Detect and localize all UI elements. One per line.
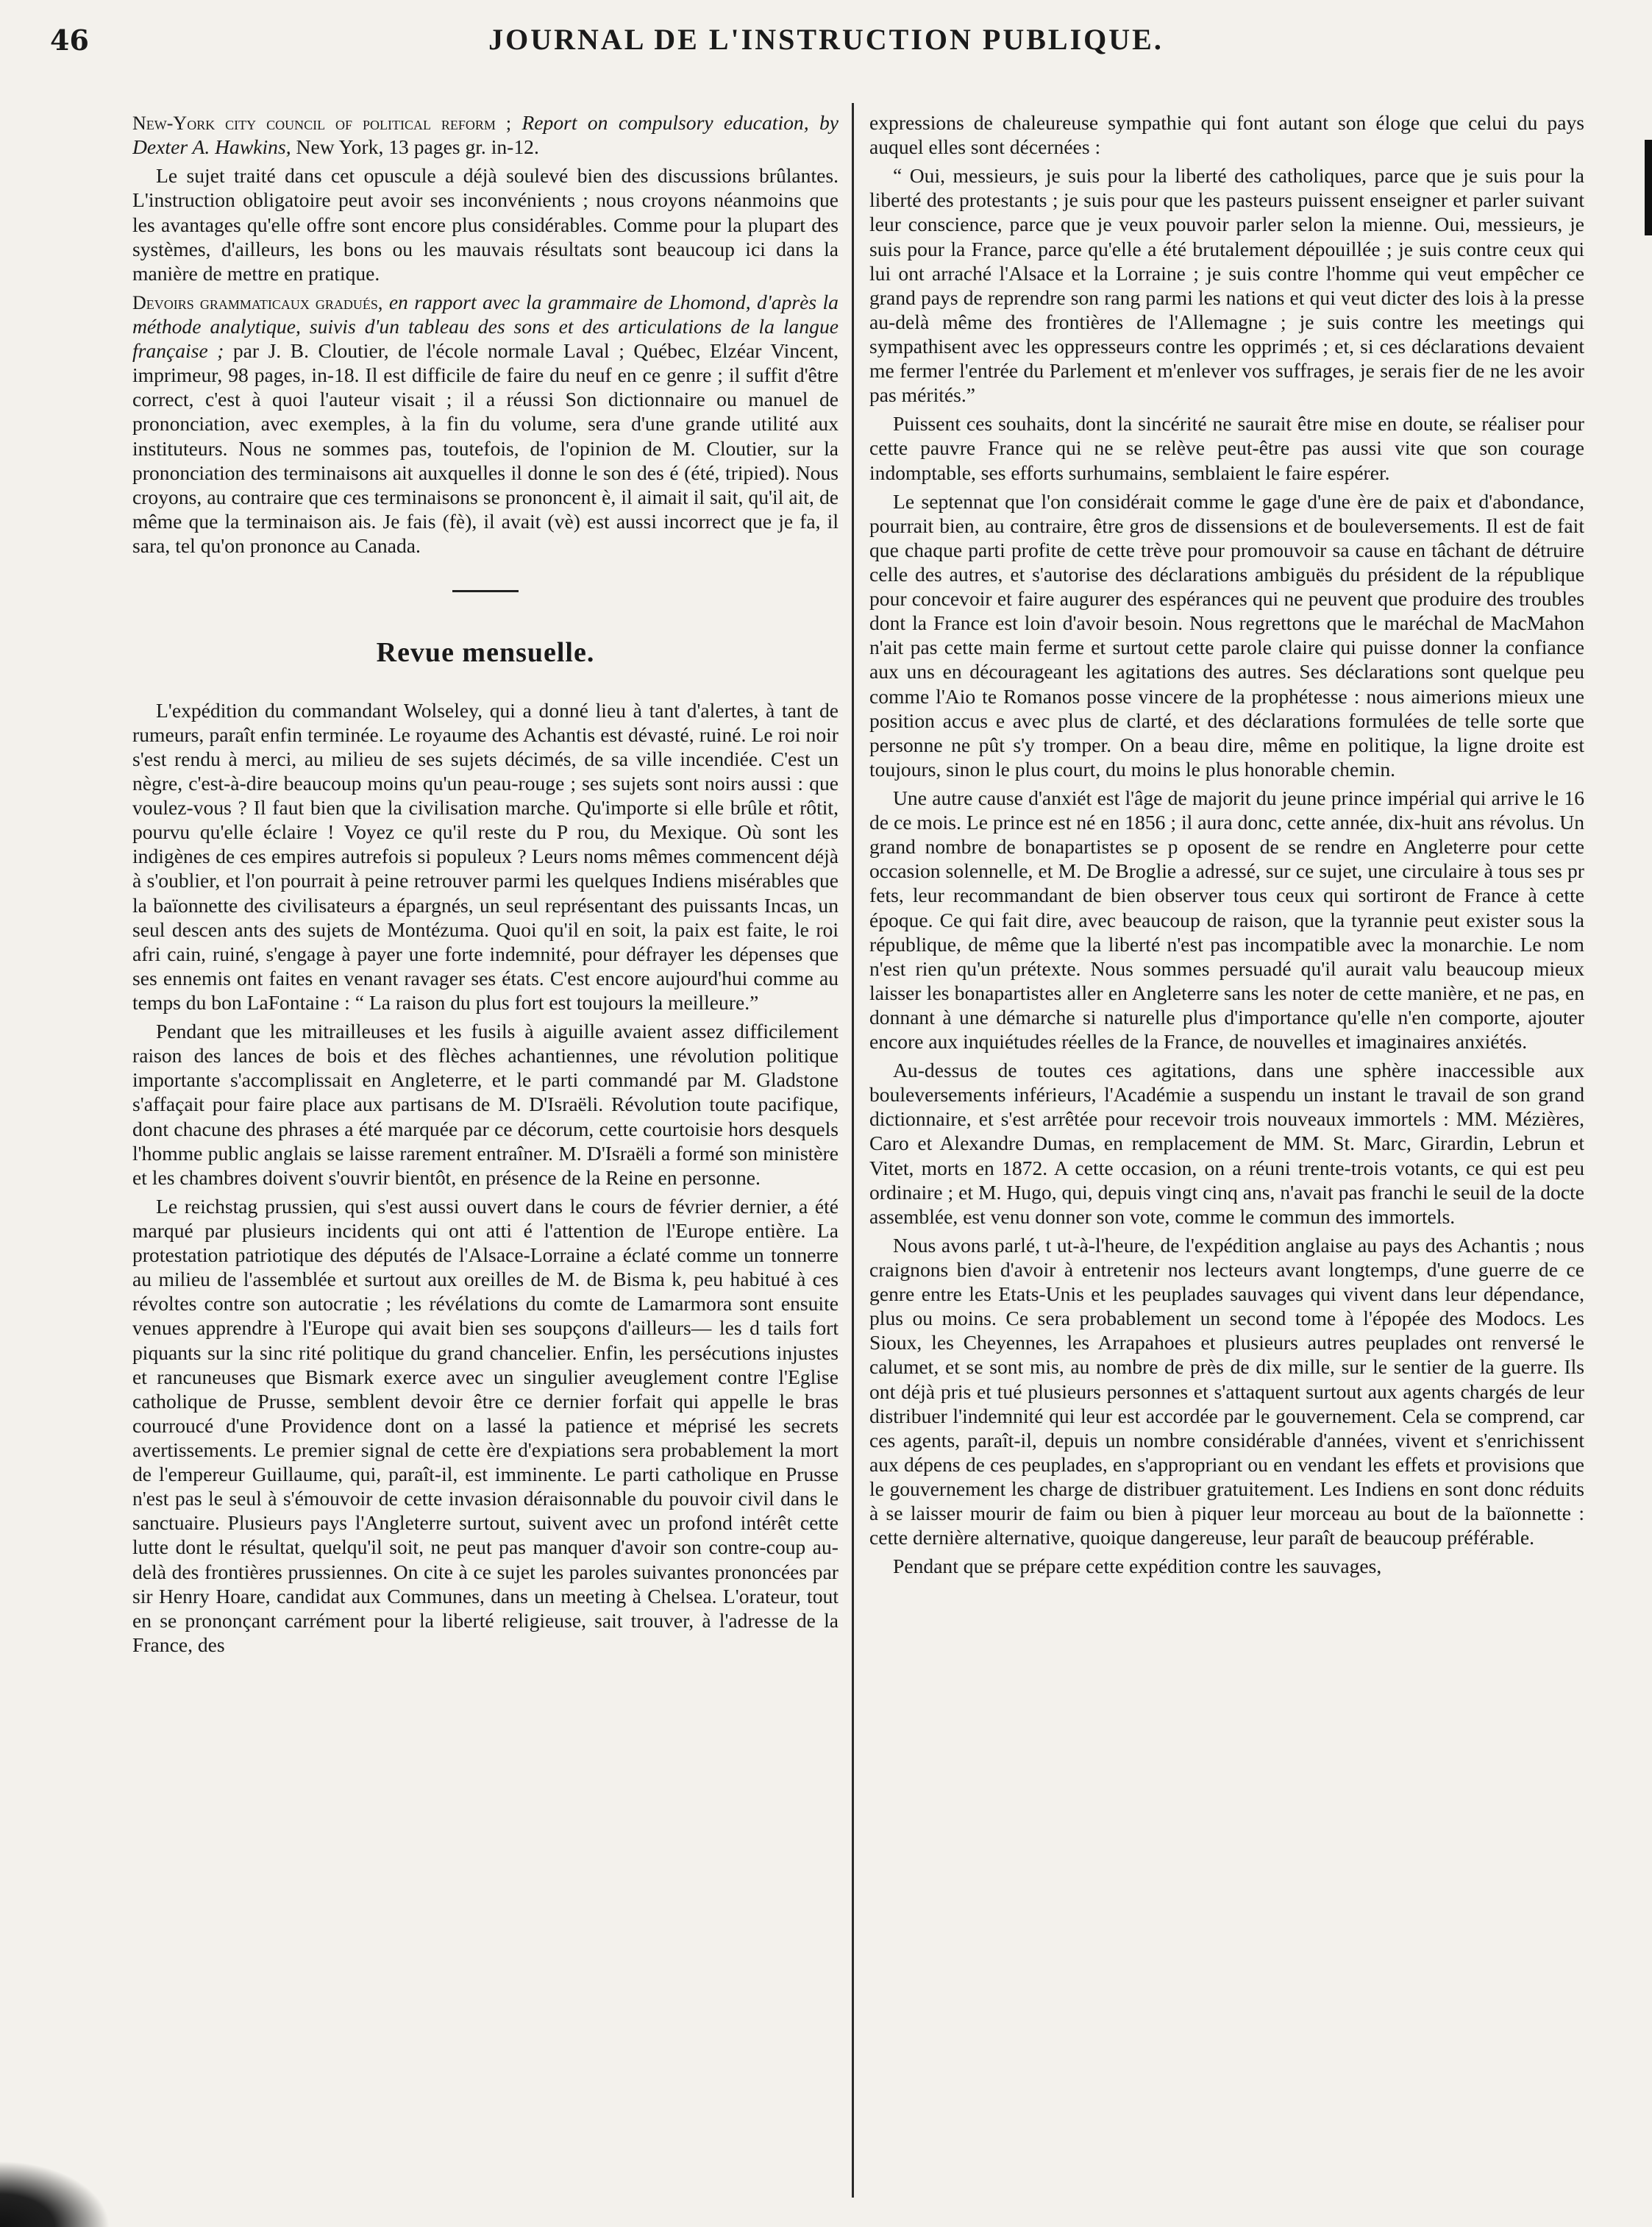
running-title: JOURNAL DE L'INSTRUCTION PUBLIQUE. — [488, 23, 1164, 56]
page-header — [44, 16, 1608, 60]
paragraph-achantis: L'expédition du commandant Wolseley, qui a donné lieu à tant d'alertes, à tant de rumeurs, paraît enfin terminée. Le royaume des Achantis est dévasté, ruiné. Le roi noir s'est rendu à merci, au milieu de ses sujets décimés, de sa ville incendiée. C'est un nègre, c'est-à-dire beaucoup moins qu'un peau-rouge ; ses sujets sont noirs aussi : que voulez-vous ? Il faut bien que la civilisation marche. Qu'importe si elle brûle et rôtit, pourvu qu'elle éclaire ! Voyez ce qu'il reste du P rou, du Mexique. Où sont les indigènes de ces empires autrefois si populeux ? Leurs noms mêmes commencent déjà à s'oublier, et l'on pourrait à peine retrouver parmi les quelques Indiens misérables que la baïonnette des civilisateurs a épargnés, un seul représentant des puissants Incas, un seul descen ants des sujets de Montézuma. Quoi qu'il en soit, la paix est faite, le roi afri cain, ruiné, s'engage à payer une forte indemnité, pour défrayer les dépenses que ses ennemis ont faites en venant ravager ses états. C'est encore aujourd'hui comme au temps du bon LaFontaine : “ La raison du plus fort est toujours la meilleure.” — [132, 698, 839, 1015]
review-devoirs-title: en rapport avec la grammaire de Lhomond, d'après la méthode analytique, suivis d'un tableau des sons et des articulations de la langue française ; — [132, 290, 839, 363]
scan-edge-mark — [1645, 140, 1652, 235]
paragraph-angleterre: Pendant que les mitrailleuses et les fusils à aiguille avaient assez difficilement raison des lances de bois et des flèches achantiennes, une révolution politique importante s'accomplissait en Angleterre, et le parti commandé par M. Gladstone s'affaçait pour faire place aux partisans de M. D'Israëli. Révolution toute pacifique, dont chacune des phrases a été marquée par ce décorum, cette courtoisie hors desquels l'homme public anglais se laisse rarement entraîner. M. D'Israëli a formé son ministère et les chambres doivent s'ouvrir bientôt, en présence de la Reine en personne. — [132, 1020, 839, 1189]
section-title: Revue mensuelle. — [376, 637, 595, 669]
paragraph-indiens: Nous avons parlé, t ut-à-l'heure, de l'expédition anglaise au pays des Achantis ; nous craignons bien d'avoir à entretenir nos lecteurs avant longtemps, d'une guerre de ce genre entre les Etats-Unis et les peuplades sauvages qui vivent dans leur dépendance, plus ou moins. Ce sera probablement un second tome à l'épopée des Modocs. Les Sioux, les Cheyennes, les Arrapahoes et plusieurs autres peuplades ont renversé le calumet, et se sont mis, au nombre de près de dix mille, sur le sentier de la guerre. Ils ont déjà pris et tué plusieurs personnes et s'attaquent surtout aux agents chargés de leur distribuer l'indemnité qui leur est accordée par le gouvernement. Cela se comprend, car ces agents, paraît-il, depuis un nombre considérable d'années, vivent et s'enrichissent aux dépens de ces peuplades, en s'appropriant ou en vendant les effets et provisions que le gouvernement les charge de distribuer gratuitement. Les Indiens en sont donc réduits à se laisser mourir de faim ou bien à piquer leur morceau au bout de la baïonnette : cette dernière alternative, quoique dangereuse, leur paraît de beaucoup préférable. — [869, 1233, 1584, 1549]
review-newyork-body: Le sujet traité dans cet opuscule a déjà soulevé bien des discussions brûlantes. L'instruction obligatoire peut avoir ses inconvénients ; nous croyons néanmoins que les avantages qu'elle offre sont encore plus considérables. Comme pour la plupart des systèmes, d'ailleurs, les bons ou les mauvais résultats sont beaucoup ici dans la manière de mettre en pratique. — [132, 164, 839, 285]
page-number: 46 — [50, 24, 89, 57]
review-newyork — [132, 110, 839, 159]
paragraph-souhaits: Puissent ces souhaits, dont la sincérité ne saurait être mise en doute, se réaliser pour cette pauvre France qui ne se relève peut-être pas aussi vite que son courage indomptable, ses efforts surhumains, semblaient le faire espérer. — [869, 412, 1584, 484]
section-divider — [452, 590, 519, 592]
paragraph-final: Pendant que se prépare cette expédition contre les sauvages, — [893, 1555, 1382, 1578]
paragraph-septennat: Le septennat que l'on considérait comme le gage d'une ère de paix et d'abondance, pourrait bien, au contraire, être gros de dissensions et de bouleversements. Il est de fait que chaque parti profite de cette trève pour promouvoir sa cause en tâchant de détruire celle des autres, et s'autorise des déclarations ambiguës du président de la république pour concevoir et faire augurer des espérances qui ne peuvent que produire des troubles dont la France est loin d'avoir besoin. Nous regrettons que le maréchal de MacMahon n'ait pas cette main ferme et surtout cette parole claire qui puisse donner la confiance aux uns en décourageant les agitations des autres. Ses déclarations sont quelque peu comme l'Aio te Romanos posse vincere de la prophétesse : nous aimerions mieux une position accus e avec plus de clarté, et des déclarations formulées de telle sorte que personne ne pût s'y tromper. On a beau dire, même en politique, la ligne droite est toujours, sinon le plus court, du moins le plus honorable chemin. — [869, 489, 1584, 781]
review-newyork-publication: New York, 13 pages gr. in-12. — [296, 135, 539, 159]
paragraph-reichstag: Le reichstag prussien, qui s'est aussi ouvert dans le cours de février dernier, a été marqué par plusieurs incidents qui ont atti é l'attention de l'Europe entière. La protestation patriotique des députés de l'Alsace-Lorraine a éclaté comme un tonnerre au milieu de l'assemblée et surtout aux oreilles de M. de Bisma k, peu habitué à ces révoltes contre son autocratie ; les révélations du comte de Lamarmora sont ensuite venues apprendre à l'Europe qui avait bien ses soupçons d'ailleurs— les d tails fort piquants sur la sinc rité politique du grand chancelier. Enfin, les persécutions injustes et rancuneuses que Bismark exerce avec un singulier aveuglement contre l'Eglise catholique de Prusse, semblent devoir être ce dernier forfait qui appelle le bras courroucé d'une Providence dont on a lassé la patience et méprisé les secrets avertissements. Le premier signal de cette ère d'expiations sera probablement la mort de l'empereur Guillaume, qui, paraît-il, est imminente. Le parti catholique en Prusse n'est pas le seul à s'émouvoir de cette invasion déraisonnable du pouvoir civil dans le sanctuaire. Plusieurs pays l'Angleterre surtout, suivent avec un profond intérêt cette lutte dont le résultat, quelqu'il soit, ne peut pas manquer d'avoir son contre-coup au-delà des frontières prussiennes. On cite à ce sujet les paroles suivantes prononcées par sir Henry Hoare, candidat aux Communes, dans un meeting à Chelsea. L'orateur, tout en se prononçant carrément pour la liberté religieuse, sait trouver, à l'adresse de la France, des — [132, 1194, 839, 1656]
quote-henry-hoare: “ Oui, messieurs, je suis pour la liberté des catholiques, parce que je suis pour la liberté des protestants ; je suis pour que les pasteurs puissent enseigner et parler suivant leur conscience, parce que je veux pouvoir parler selon la mienne. Oui, messieurs, je suis pour la France, parce qu'elle a été brutalement dépouillée ; je suis contre ceux qui lui ont arraché l'Alsace et la Lorraine ; je suis contre l'homme qui veut empêcher ce grand pays de reprendre son rang parmi les nations et qui veut dicter des lois à la presse au-delà même des frontières de l'Allemagne ; je suis contre les meetings qui sympathisent avec les oppresseurs contre les opprimés ; et, si ces déclarations devaient me fermer l'entrée du Parlement et m'enlever vos suffrages, je serais fier de ne les avoir pas mérités.” — [869, 164, 1584, 407]
paragraph-academie: Au-dessus de toutes ces agitations, dans une sphère inaccessible aux bouleversements inférieurs, l'Académie a suspendu un instant le travail de son grand dictionnaire, et s'est arrêtée pour recevoir trois nouveaux immortels : MM. Mézières, Caro et Alexandre Dumas, en remplacement de MM. St. Marc, Girardin, Lebrun et Vitet, morts en 1872. A cette occasion, on a réuni trente-trois votants, ce qui est peu ordinaire ; et M. Hugo, qui, depuis vingt cinq ans, n'avait pas franchi le seuil de la docte assemblée, est venu donner son vote, comme le commun des immortels. — [869, 1059, 1584, 1228]
paragraph-prince-imperial: Une autre cause d'anxiét est l'âge de majorit du jeune prince impérial qui arrive le 16 de ce mois. Le prince est né en 1856 ; il aura donc, cette année, dix-huit ans révolus. Un grand nombre de bonapartistes se p oposent de se rendre en Angleterre pour cette occasion solennelle, et M. De Broglie a adressé, sur ce sujet, une circulaire à tous ses pr fets, leur recommandant de bien observer tous ceux qui sortiront de France à cette époque. Ce qui fait dire, avec beaucoup de raison, que la tyrannie peut exister sous la république, de même que la liberté n'est pas incompatible avec la monarchie. Le nom n'est rien qu'un prétexte. Nous sommes persuadé qu'il aurait valu beaucoup mieux laisser les bonapartistes aller en Angleterre sans les noter de cette manière, et ne pas, en donnant à une démarche si naturelle plus d'importance qu'elle n'en comporte, ajouter encore aux inquiétudes réelles de la France, de nouvelles et imaginaires anxiétés. — [869, 786, 1584, 1054]
review-newyork-title: Report on compulsory education, by Dexter A. Hawkins, — [132, 111, 839, 159]
review-devoirs — [132, 290, 839, 558]
review-devoirs-body: par J. B. Cloutier, de l'école normale Laval ; Québec, Elzéar Vincent, imprimeur, 98 pages, in-18. Il est difficile de faire du neuf en ce genre ; il suffit d'être correct, c'est à quoi l'auteur visait ; il a réussi Son dictionnaire ou manuel de prononciation, avec exemples, à la fin du volume, sera d'une grande utilité aux instituteurs. Nous ne sommes pas, toutefois, de l'opinion de M. Cloutier, sur la prononciation des terminaisons ait auxquelles il donne le son des é (été, tripied). Nous croyons, au contraire que ces terminaisons se prononcent è, il aimait il sait, qu'il ait, de même que la terminaison ais. Je fais (fè), il avait (vè) est aussi incorrect que je fa, il sara, tel qu'on prononce au Canada. — [132, 339, 839, 558]
paragraph-continuation: expressions de chaleureuse sympathie qui font autant son éloge que celui du pays auquel elles sont décernées : — [869, 111, 1584, 159]
left-column — [132, 110, 839, 2212]
review-newyork-head: New-York city council of political reform ; — [132, 113, 512, 134]
column-rule — [852, 103, 854, 2198]
scan-corner-blot — [0, 2161, 110, 2227]
review-devoirs-head: Devoirs grammaticaux gradués, — [132, 291, 383, 313]
right-column — [869, 110, 1584, 2212]
